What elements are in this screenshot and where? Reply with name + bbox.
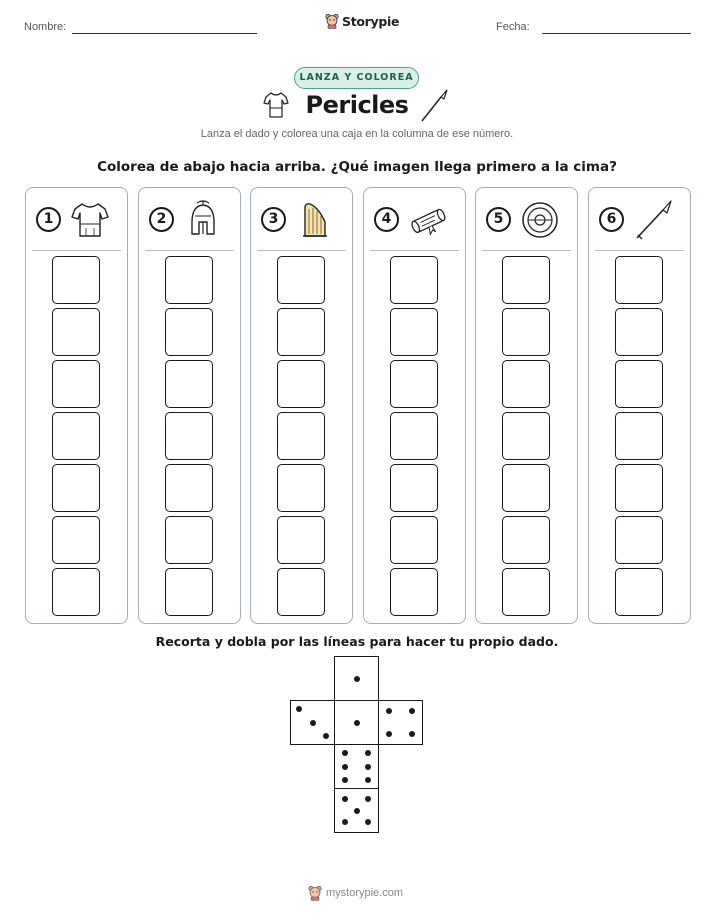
column-divider — [32, 250, 121, 251]
color-box[interactable] — [615, 568, 663, 616]
column-number: 2 — [149, 207, 174, 232]
die-face-1 — [334, 656, 379, 701]
die-pip — [342, 796, 348, 802]
column-header — [476, 200, 577, 240]
date-label: Fecha: — [496, 21, 530, 33]
die-pip — [354, 676, 360, 682]
color-box[interactable] — [502, 360, 550, 408]
die-pip — [310, 720, 316, 726]
die-pip — [365, 777, 371, 783]
color-box[interactable] — [390, 256, 438, 304]
color-box[interactable] — [390, 516, 438, 564]
shield-icon — [520, 200, 560, 240]
race-column-3 — [250, 187, 353, 624]
color-box[interactable] — [52, 256, 100, 304]
color-box[interactable] — [52, 516, 100, 564]
color-box[interactable] — [502, 516, 550, 564]
color-box[interactable] — [615, 308, 663, 356]
die-pip — [365, 796, 371, 802]
color-box[interactable] — [502, 308, 550, 356]
race-column-4 — [363, 187, 466, 624]
column-number: 3 — [261, 207, 286, 232]
color-box[interactable] — [165, 256, 213, 304]
color-box[interactable] — [277, 308, 325, 356]
die-pip — [354, 808, 360, 814]
die-pip — [386, 731, 392, 737]
helmet-icon — [183, 200, 223, 240]
color-box[interactable] — [277, 516, 325, 564]
color-box[interactable] — [277, 568, 325, 616]
color-box[interactable] — [390, 568, 438, 616]
instruction-top: Colorea de abajo hacia arriba. ¿Qué imagen llega primero a la cima? — [97, 159, 617, 175]
instruction-bottom: Recorta y dobla por las líneas para hacer tu propio dado. — [155, 634, 559, 649]
race-column-1 — [25, 187, 128, 624]
die-pip — [342, 777, 348, 783]
color-box[interactable] — [165, 568, 213, 616]
die-pip — [342, 750, 348, 756]
race-column-6 — [588, 187, 691, 624]
color-box[interactable] — [165, 464, 213, 512]
die-pip — [365, 819, 371, 825]
color-box[interactable] — [390, 464, 438, 512]
die-pip — [354, 720, 360, 726]
bear-icon — [325, 13, 339, 29]
color-box[interactable] — [390, 308, 438, 356]
color-box[interactable] — [52, 464, 100, 512]
storypie-logo — [325, 13, 399, 29]
column-divider — [145, 250, 234, 251]
color-box[interactable] — [390, 360, 438, 408]
color-box[interactable] — [165, 360, 213, 408]
die-face-4 — [378, 700, 423, 745]
column-header — [364, 200, 465, 240]
color-box[interactable] — [615, 256, 663, 304]
bear-icon — [308, 885, 322, 901]
name-line — [72, 33, 257, 34]
logo-text: Storypie — [342, 13, 400, 29]
column-number: 4 — [374, 207, 399, 232]
color-box[interactable] — [615, 360, 663, 408]
die-face-3 — [290, 700, 335, 745]
column-header — [26, 200, 127, 240]
activity-badge: LANZA Y COLOREA — [294, 67, 419, 89]
date-line — [542, 33, 691, 34]
color-box[interactable] — [277, 412, 325, 460]
color-box[interactable] — [277, 360, 325, 408]
spear-icon — [419, 89, 449, 123]
column-header — [139, 200, 240, 240]
harp-icon — [295, 200, 335, 240]
color-box[interactable] — [277, 256, 325, 304]
race-column-2 — [138, 187, 241, 624]
color-box[interactable] — [502, 412, 550, 460]
scroll-icon — [408, 200, 448, 240]
die-face-5 — [334, 788, 379, 833]
column-header — [251, 200, 352, 240]
die-pip — [342, 764, 348, 770]
die-face-6 — [334, 744, 379, 789]
column-divider — [595, 250, 684, 251]
name-label: Nombre: — [24, 21, 67, 33]
column-number: 6 — [599, 207, 624, 232]
color-box[interactable] — [165, 308, 213, 356]
column-header — [589, 200, 690, 240]
subtitle: Lanza el dado y colorea una caja en la columna de ese número. — [200, 128, 514, 140]
color-box[interactable] — [615, 412, 663, 460]
die-pip — [409, 708, 415, 714]
spear-icon — [633, 200, 673, 240]
color-box[interactable] — [390, 412, 438, 460]
color-box[interactable] — [277, 464, 325, 512]
color-box[interactable] — [52, 412, 100, 460]
die-face-1 — [334, 700, 379, 745]
column-divider — [370, 250, 459, 251]
tunic-icon — [263, 91, 289, 119]
die-pip — [342, 819, 348, 825]
footer-url: mystorypie.com — [326, 887, 404, 899]
race-column-5 — [475, 187, 578, 624]
page-title: Pericles — [305, 91, 409, 119]
color-box[interactable] — [502, 568, 550, 616]
color-box[interactable] — [165, 516, 213, 564]
tunic-icon — [70, 200, 110, 240]
column-divider — [482, 250, 571, 251]
color-box[interactable] — [52, 568, 100, 616]
die-pip — [323, 733, 329, 739]
color-box[interactable] — [502, 464, 550, 512]
color-box[interactable] — [615, 464, 663, 512]
column-divider — [257, 250, 346, 251]
footer — [308, 885, 403, 901]
color-box[interactable] — [615, 516, 663, 564]
die-pip — [296, 706, 302, 712]
color-box[interactable] — [52, 308, 100, 356]
die-pip — [409, 731, 415, 737]
color-box[interactable] — [52, 360, 100, 408]
column-number: 5 — [486, 207, 511, 232]
color-box[interactable] — [165, 412, 213, 460]
color-box[interactable] — [502, 256, 550, 304]
die-pip — [365, 764, 371, 770]
die-pip — [386, 708, 392, 714]
die-pip — [365, 750, 371, 756]
column-number: 1 — [36, 207, 61, 232]
